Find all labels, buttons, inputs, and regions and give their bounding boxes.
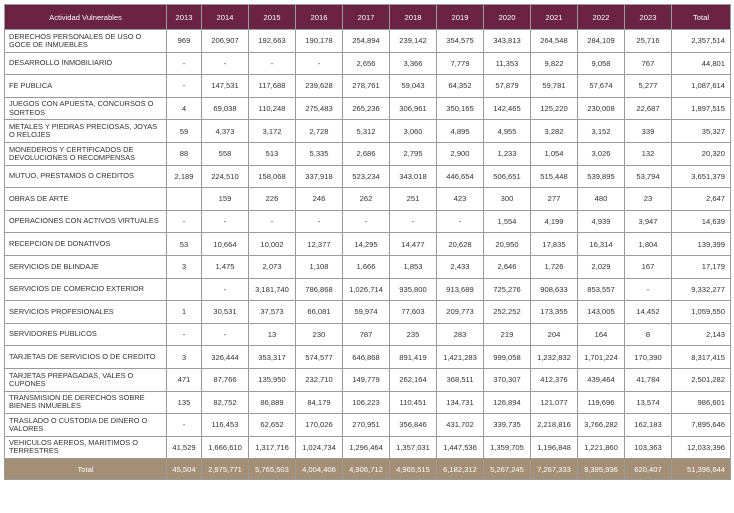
value-cell: - [202,52,249,75]
value-cell: 1,357,031 [390,436,437,459]
year-total-cell: 9,395,936 [578,459,625,480]
value-cell: 337,918 [296,165,343,188]
value-cell: 786,868 [296,278,343,301]
value-cell: 17,835 [531,233,578,256]
value-cell: 192,663 [249,30,296,53]
value-cell: 262 [343,188,390,211]
value-cell: - [625,278,672,301]
column-header-year: 2021 [531,5,578,30]
value-cell: 4,895 [437,120,484,143]
value-cell: 226 [249,188,296,211]
value-cell: 13 [249,323,296,346]
year-total-cell: 4,004,406 [296,459,343,480]
value-cell: 230,008 [578,97,625,120]
activity-name-cell: SERVICIOS PROFESIONALES [5,301,167,324]
value-cell: 558 [202,142,249,165]
row-total-cell: 2,357,514 [672,30,731,53]
value-cell: 3 [167,255,202,278]
value-cell: 11,353 [484,52,531,75]
value-cell: 787 [343,323,390,346]
value-cell: 14,452 [625,301,672,324]
row-total-cell: 1,897,515 [672,97,731,120]
row-total-cell: 14,639 [672,210,731,233]
value-cell: 275,483 [296,97,343,120]
row-total-cell: 17,179 [672,255,731,278]
value-cell: 125,220 [531,97,578,120]
value-cell: 164 [578,323,625,346]
column-header-year: 2019 [437,5,484,30]
value-cell: 908,633 [531,278,578,301]
value-cell [167,188,202,211]
total-label-cell: Total [5,459,167,480]
value-cell: 30,531 [202,301,249,324]
grand-total-cell: 51,396,644 [672,459,731,480]
value-cell: - [167,414,202,437]
value-cell: 88 [167,142,202,165]
table-row [5,346,731,369]
activity-name-cell: FE PUBLICA [5,75,167,98]
year-total-cell: 5,765,503 [249,459,296,480]
table-row [5,255,731,278]
value-cell: 59,974 [343,301,390,324]
table-row [5,120,731,143]
row-total-cell: 7,895,646 [672,414,731,437]
value-cell: 66,081 [296,301,343,324]
activity-name-cell: SERVIDORES PUBLICOS [5,323,167,346]
value-cell: 2,795 [390,142,437,165]
row-total-cell: 44,801 [672,52,731,75]
value-cell: 1,196,848 [531,436,578,459]
value-cell: 103,363 [625,436,672,459]
value-cell: 300 [484,188,531,211]
value-cell: 142,465 [484,97,531,120]
value-cell: 1,317,716 [249,436,296,459]
table-row [5,52,731,75]
value-cell: 235 [390,323,437,346]
table-row [5,391,731,414]
value-cell: - [202,278,249,301]
value-cell: 423 [437,188,484,211]
year-total-cell: 45,504 [167,459,202,480]
value-cell: 339,735 [484,414,531,437]
value-cell: 353,317 [249,346,296,369]
value-cell: 57,674 [578,75,625,98]
value-cell: 7,779 [437,52,484,75]
value-cell: 132 [625,142,672,165]
header-row [5,5,731,30]
value-cell: 326,444 [202,346,249,369]
value-cell: 431,702 [437,414,484,437]
value-cell: 1,804 [625,233,672,256]
value-cell: 2,656 [343,52,390,75]
value-cell: 515,448 [531,165,578,188]
year-total-cell: 620,407 [625,459,672,480]
value-cell: 77,603 [390,301,437,324]
value-cell: 239,628 [296,75,343,98]
activity-name-cell: TARJETAS DE SERVICIOS O DE CREDITO [5,346,167,369]
year-total-cell: 6,182,312 [437,459,484,480]
value-cell: 3,152 [578,120,625,143]
value-cell: 57,879 [484,75,531,98]
value-cell: 82,752 [202,391,249,414]
value-cell: 173,355 [531,301,578,324]
value-cell: 270,951 [343,414,390,437]
column-header-year: 2022 [578,5,625,30]
value-cell: 219 [484,323,531,346]
value-cell: 3,282 [531,120,578,143]
value-cell: 13,574 [625,391,672,414]
row-total-cell: 139,399 [672,233,731,256]
table-row [5,368,731,391]
value-cell: 10,002 [249,233,296,256]
value-cell: 264,548 [531,30,578,53]
value-cell: 350,165 [437,97,484,120]
table-row [5,323,731,346]
value-cell: 5,277 [625,75,672,98]
value-cell: 1,054 [531,142,578,165]
value-cell: 20,950 [484,233,531,256]
value-cell: 1,447,536 [437,436,484,459]
value-cell: 158,068 [249,165,296,188]
activity-name-cell: SERVICIOS DE COMERCIO EXTERIOR [5,278,167,301]
value-cell: 1,666,610 [202,436,249,459]
value-cell: 116,453 [202,414,249,437]
value-cell: 4,939 [578,210,625,233]
value-cell: 69,038 [202,97,249,120]
value-cell: 106,223 [343,391,390,414]
value-cell: 1,726 [531,255,578,278]
value-cell: 147,531 [202,75,249,98]
value-cell: 439,464 [578,368,625,391]
row-total-cell: 2,501,282 [672,368,731,391]
value-cell: 471 [167,368,202,391]
value-cell: 513 [249,142,296,165]
value-cell: 2,646 [484,255,531,278]
table-row [5,30,731,53]
value-cell: 283 [437,323,484,346]
value-cell: 252,252 [484,301,531,324]
activity-name-cell: DERECHOS PERSONALES DE USO O GOCE DE INMUEBLES [5,30,167,53]
value-cell: 254,894 [343,30,390,53]
year-total-cell: 2,975,771 [202,459,249,480]
value-cell: 2,900 [437,142,484,165]
year-total-cell: 5,267,245 [484,459,531,480]
value-cell: 251 [390,188,437,211]
value-cell: 53 [167,233,202,256]
year-total-cell: 4,906,712 [343,459,390,480]
value-cell: 506,651 [484,165,531,188]
row-total-cell: 20,320 [672,142,731,165]
year-total-cell: 7,267,333 [531,459,578,480]
value-cell: 12,377 [296,233,343,256]
value-cell: 480 [578,188,625,211]
value-cell: - [390,210,437,233]
value-cell: 891,419 [390,346,437,369]
value-cell: - [167,210,202,233]
table-container [4,4,730,480]
value-cell: 4,373 [202,120,249,143]
value-cell: 370,307 [484,368,531,391]
value-cell: 246 [296,188,343,211]
value-cell: 86,889 [249,391,296,414]
value-cell: 62,652 [249,414,296,437]
value-cell: 1,296,464 [343,436,390,459]
value-cell: 356,846 [390,414,437,437]
value-cell: 3,766,282 [578,414,625,437]
activity-name-cell: METALES Y PIEDRAS PRECIOSAS, JOYAS O RELOJES [5,120,167,143]
value-cell: - [167,52,202,75]
column-header-year: 2017 [343,5,390,30]
value-cell: 25,716 [625,30,672,53]
value-cell: 278,761 [343,75,390,98]
table-row [5,414,731,437]
value-cell: 64,352 [437,75,484,98]
value-cell: 59,781 [531,75,578,98]
value-cell: 1,108 [296,255,343,278]
value-cell: 2,029 [578,255,625,278]
table-footer [5,459,731,480]
value-cell: 4,955 [484,120,531,143]
column-header-year: 2013 [167,5,202,30]
value-cell: 446,654 [437,165,484,188]
value-cell: - [249,210,296,233]
value-cell: 262,164 [390,368,437,391]
activity-name-cell: SERVICIOS DE BLINDAJE [5,255,167,278]
value-cell: 232,710 [296,368,343,391]
value-cell: 9,058 [578,52,625,75]
value-cell: 143,005 [578,301,625,324]
table-row [5,301,731,324]
value-cell: 767 [625,52,672,75]
value-cell: 412,376 [531,368,578,391]
row-total-cell: 1,059,550 [672,301,731,324]
value-cell: 725,276 [484,278,531,301]
value-cell: 59,043 [390,75,437,98]
column-header-year: 2023 [625,5,672,30]
table-row [5,210,731,233]
value-cell: 170,390 [625,346,672,369]
value-cell: 5,312 [343,120,390,143]
value-cell: 59 [167,120,202,143]
value-cell: 3,172 [249,120,296,143]
row-total-cell: 12,033,396 [672,436,731,459]
row-total-cell: 9,332,277 [672,278,731,301]
activity-name-cell: TRANSMISION DE DERECHOS SOBRE BIENES INMUEBLES [5,391,167,414]
row-total-cell: 8,317,415 [672,346,731,369]
value-cell: 22,687 [625,97,672,120]
value-cell: 20,628 [437,233,484,256]
activity-name-cell: VEHICULOS AEREOS, MARITIMOS O TERRESTRES [5,436,167,459]
table-row [5,75,731,98]
value-cell: 149,779 [343,368,390,391]
value-cell: 999,058 [484,346,531,369]
value-cell: 14,295 [343,233,390,256]
value-cell: - [296,52,343,75]
value-cell: 3,366 [390,52,437,75]
table-row [5,278,731,301]
value-cell: 204 [531,323,578,346]
value-cell: 1 [167,301,202,324]
column-header-year: 2018 [390,5,437,30]
value-cell: 87,766 [202,368,249,391]
activity-name-cell: OPERACIONES CON ACTIVOS VIRTUALES [5,210,167,233]
value-cell: 343,018 [390,165,437,188]
activity-name-cell: RECEPCION DE DONATIVOS [5,233,167,256]
value-cell: 1,853 [390,255,437,278]
value-cell: 1,554 [484,210,531,233]
value-cell: 16,314 [578,233,625,256]
value-cell: - [437,210,484,233]
value-cell: 2,433 [437,255,484,278]
value-cell: 14,477 [390,233,437,256]
table-row [5,188,731,211]
value-cell: 3,181,740 [249,278,296,301]
value-cell: 3,026 [578,142,625,165]
value-cell: 41,784 [625,368,672,391]
table-row [5,165,731,188]
activity-name-cell: DESARROLLO INMOBILIARIO [5,52,167,75]
table-body [5,30,731,459]
value-cell: 539,895 [578,165,625,188]
value-cell: - [343,210,390,233]
value-cell: 53,794 [625,165,672,188]
value-cell: - [167,75,202,98]
row-total-cell: 3,651,379 [672,165,731,188]
value-cell: 110,248 [249,97,296,120]
value-cell: 4,199 [531,210,578,233]
table-row [5,436,731,459]
value-cell: 1,666 [343,255,390,278]
value-cell: 1,701,224 [578,346,625,369]
value-cell: - [202,323,249,346]
total-row [5,459,731,480]
activity-name-cell: TARJETAS PREPAGADAS, VALES O CUPONES [5,368,167,391]
value-cell: 2,073 [249,255,296,278]
value-cell: - [249,52,296,75]
table-row [5,97,731,120]
value-cell: 265,236 [343,97,390,120]
value-cell: 284,109 [578,30,625,53]
value-cell: 121,077 [531,391,578,414]
value-cell: 277 [531,188,578,211]
value-cell: 646,868 [343,346,390,369]
column-header-total: Total [672,5,731,30]
value-cell: 190,178 [296,30,343,53]
value-cell: 170,026 [296,414,343,437]
value-cell: - [167,323,202,346]
value-cell: 5,335 [296,142,343,165]
value-cell: 368,511 [437,368,484,391]
row-total-cell: 2,647 [672,188,731,211]
column-header-year: 2014 [202,5,249,30]
value-cell: 1,475 [202,255,249,278]
value-cell: 1,421,283 [437,346,484,369]
value-cell: 230 [296,323,343,346]
value-cell: 8 [625,323,672,346]
value-cell: 354,575 [437,30,484,53]
value-cell: 1,232,832 [531,346,578,369]
value-cell: 167 [625,255,672,278]
value-cell: 935,800 [390,278,437,301]
row-total-cell: 986,601 [672,391,731,414]
value-cell: 2,189 [167,165,202,188]
value-cell: 339 [625,120,672,143]
row-total-cell: 2,143 [672,323,731,346]
value-cell: 126,894 [484,391,531,414]
value-cell [167,278,202,301]
value-cell: 1,233 [484,142,531,165]
row-total-cell: 1,087,614 [672,75,731,98]
value-cell: 3 [167,346,202,369]
column-header-activity: Actividad Vulnerables [5,5,167,30]
column-header-year: 2020 [484,5,531,30]
value-cell: 2,218,816 [531,414,578,437]
value-cell: 343,813 [484,30,531,53]
value-cell: 9,822 [531,52,578,75]
value-cell: 119,696 [578,391,625,414]
column-header-year: 2015 [249,5,296,30]
vulnerable-activities-table [4,4,731,480]
value-cell: 1,359,705 [484,436,531,459]
value-cell: 3,060 [390,120,437,143]
activity-name-cell: OBRAS DE ARTE [5,188,167,211]
value-cell: 134,731 [437,391,484,414]
activity-name-cell: MONEDEROS Y CERTIFICADOS DE DEVOLUCIONES O RECOMPENSAS [5,142,167,165]
value-cell: 306,961 [390,97,437,120]
value-cell: - [296,210,343,233]
value-cell: 206,907 [202,30,249,53]
value-cell: 969 [167,30,202,53]
value-cell: 209,773 [437,301,484,324]
value-cell: 523,234 [343,165,390,188]
column-header-year: 2016 [296,5,343,30]
value-cell: 162,183 [625,414,672,437]
value-cell: 1,221,860 [578,436,625,459]
value-cell: 1,024,734 [296,436,343,459]
value-cell: 135 [167,391,202,414]
value-cell: - [202,210,249,233]
value-cell: 224,510 [202,165,249,188]
table-row [5,142,731,165]
value-cell: 3,947 [625,210,672,233]
value-cell: 853,557 [578,278,625,301]
value-cell: 2,686 [343,142,390,165]
value-cell: 159 [202,188,249,211]
value-cell: 574,577 [296,346,343,369]
value-cell: 41,529 [167,436,202,459]
table-row [5,233,731,256]
value-cell: 37,573 [249,301,296,324]
value-cell: 2,728 [296,120,343,143]
table-header [5,5,731,30]
value-cell: 110,451 [390,391,437,414]
value-cell: 10,664 [202,233,249,256]
value-cell: 913,689 [437,278,484,301]
value-cell: 84,179 [296,391,343,414]
activity-name-cell: TRASLADO O CUSTODIA DE DINERO O VALORES [5,414,167,437]
activity-name-cell: JUEGOS CON APUESTA, CONCURSOS O SORTEOS [5,97,167,120]
value-cell: 23 [625,188,672,211]
value-cell: 239,142 [390,30,437,53]
row-total-cell: 35,327 [672,120,731,143]
activity-name-cell: MUTUO, PRESTAMOS O CREDITOS [5,165,167,188]
value-cell: 4 [167,97,202,120]
value-cell: 117,688 [249,75,296,98]
value-cell: 1,026,714 [343,278,390,301]
value-cell: 135,950 [249,368,296,391]
year-total-cell: 4,965,515 [390,459,437,480]
